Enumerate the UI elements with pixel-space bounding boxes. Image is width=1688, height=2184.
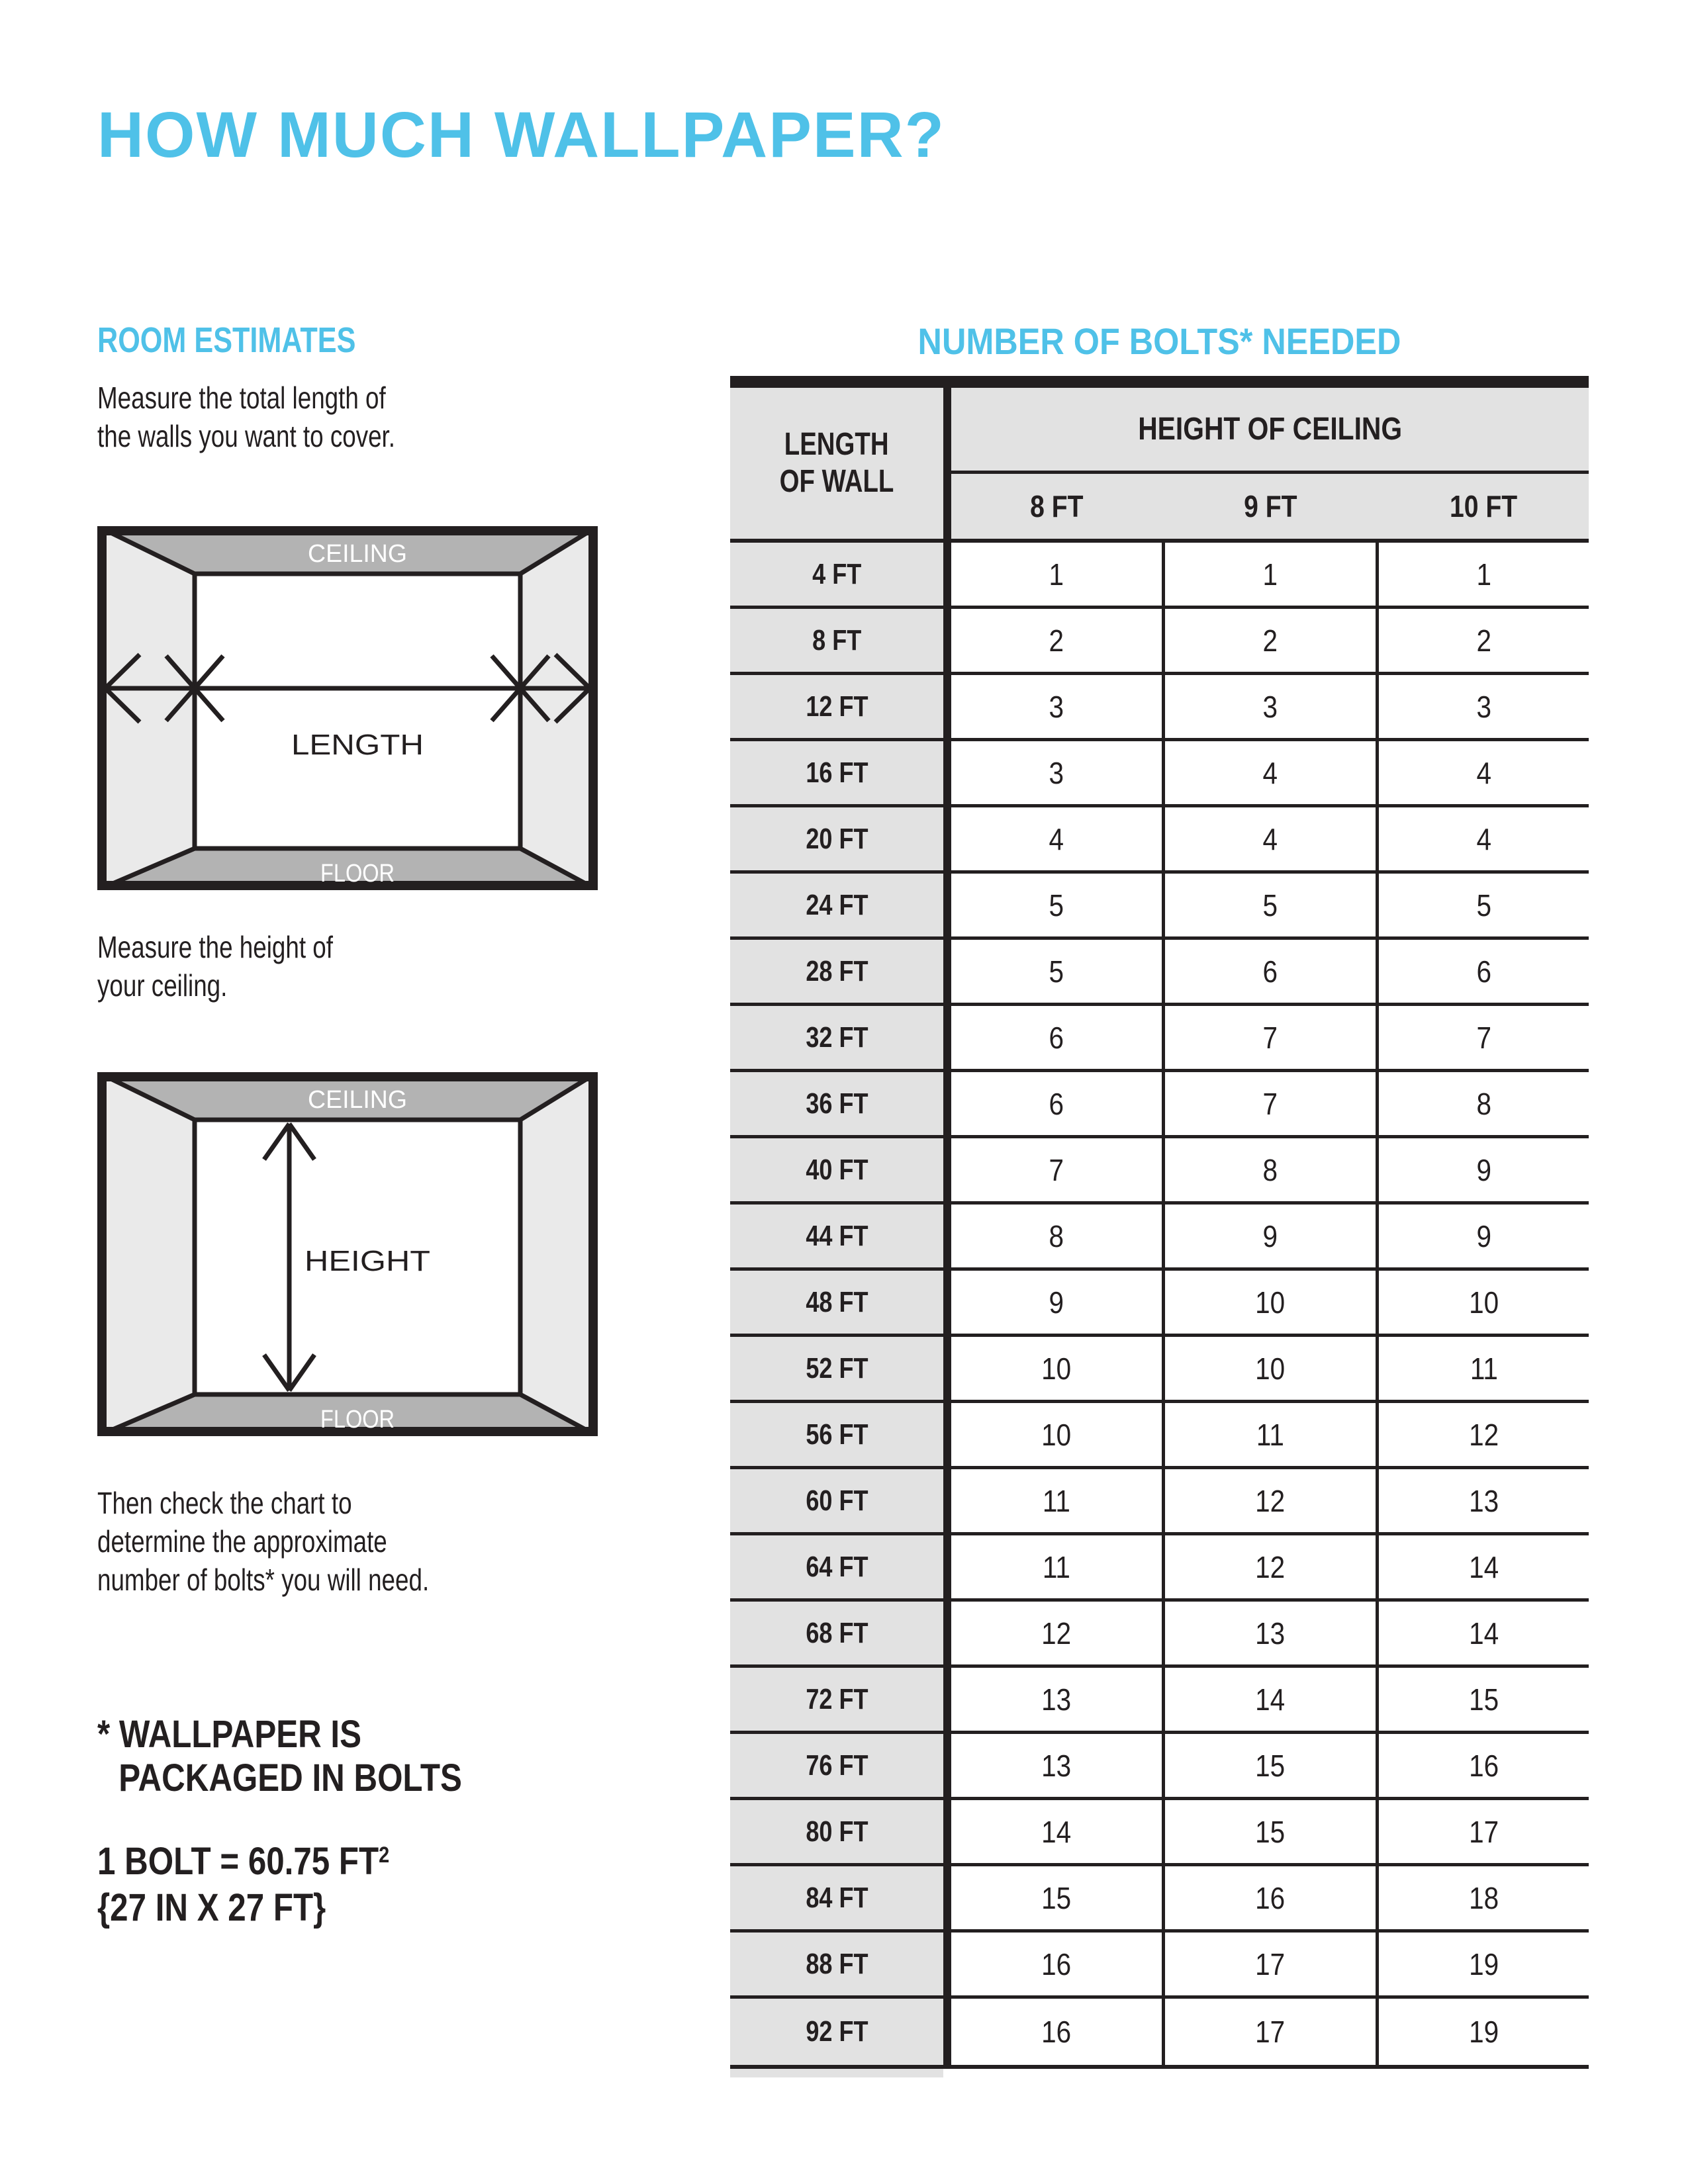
value-cell-9ft-text: 5	[1262, 887, 1278, 923]
table-row	[730, 609, 1589, 675]
row-label-cell-text: 80 FT	[805, 1815, 868, 1848]
value-cell-8ft-text: 7	[1049, 1152, 1064, 1187]
length-label: LENGTH	[291, 729, 424, 761]
row-divider	[943, 1205, 951, 1267]
row-label-cell	[730, 1602, 943, 1664]
value-cell-8ft-text: 13	[1041, 1682, 1072, 1717]
row-label-cell	[730, 1999, 943, 2065]
value-cell-10ft	[1379, 1602, 1589, 1664]
row-divider	[943, 940, 951, 1003]
value-cell-8ft	[951, 1933, 1162, 1995]
value-cell-8ft	[951, 1072, 1162, 1135]
value-cell-9ft-text: 12	[1255, 1549, 1286, 1584]
row-divider	[943, 1933, 951, 1995]
row-divider	[943, 1535, 951, 1598]
value-cell-8ft-text: 15	[1041, 1880, 1072, 1915]
value-cell-10ft-text: 5	[1476, 887, 1491, 923]
value-cell-10ft-text: 6	[1476, 954, 1491, 989]
table-row	[730, 1668, 1589, 1734]
wallpaper-footnote	[97, 1713, 462, 1800]
row-label-cell-text: 12 FT	[805, 690, 868, 723]
value-cell-9ft	[1165, 741, 1376, 804]
table-row	[730, 1933, 1589, 1999]
row-divider	[943, 609, 951, 672]
value-cell-9ft-text: 15	[1255, 1748, 1286, 1783]
value-cell-9ft-text: 4	[1262, 755, 1278, 790]
bolt-equation	[97, 1832, 389, 1885]
value-cell-9ft-text: 11	[1256, 1417, 1285, 1452]
table-top-border	[730, 376, 1589, 388]
column-header-text: 9 FT	[1243, 489, 1297, 523]
table-row	[730, 1403, 1589, 1469]
row-label-cell-text: 64 FT	[805, 1550, 868, 1583]
value-cell-9ft-text: 10	[1255, 1285, 1286, 1320]
row-divider	[943, 1866, 951, 1929]
row-group-header-line: OF WALL	[779, 464, 894, 499]
value-cell-9ft-text: 2	[1262, 623, 1278, 658]
value-cell-10ft-text: 2	[1476, 623, 1491, 658]
value-cell-10ft-text: 10	[1468, 1285, 1499, 1320]
value-cell-10ft	[1379, 1138, 1589, 1201]
value-cell-10ft	[1379, 675, 1589, 738]
table-header	[730, 388, 1589, 543]
row-group-header-line: LENGTH	[784, 427, 889, 462]
instruction-step-2	[97, 928, 333, 1005]
value-cell-8ft-text: 4	[1049, 821, 1064, 856]
row-label-cell-text: 60 FT	[805, 1484, 868, 1517]
instruction-line: number of bolts* you will need.	[97, 1563, 430, 1597]
value-cell-8ft	[951, 1602, 1162, 1664]
value-cell-8ft	[951, 1999, 1162, 2065]
value-cell-8ft-text: 3	[1049, 689, 1064, 724]
value-cell-9ft	[1165, 1403, 1376, 1466]
column-header-9ft	[1165, 488, 1376, 524]
value-cell-9ft-text: 6	[1262, 954, 1278, 989]
value-cell-10ft-text: 19	[1468, 2015, 1499, 2049]
floor-label: FLOOR	[320, 860, 395, 887]
value-cell-10ft-text: 9	[1476, 1218, 1491, 1253]
right-wall-shape	[520, 1072, 598, 1436]
value-cell-10ft	[1379, 1271, 1589, 1334]
value-cell-9ft-text: 3	[1262, 689, 1278, 724]
row-label-cell	[730, 1403, 943, 1466]
page-title: HOW MUCH WALLPAPER?	[97, 99, 945, 171]
value-cell-9ft	[1165, 1800, 1376, 1863]
instruction-line: the walls you want to cover.	[97, 419, 396, 453]
value-cell-9ft-text: 1	[1262, 557, 1278, 592]
value-cell-10ft-text: 4	[1476, 755, 1491, 790]
instruction-line: Then check the chart to	[97, 1486, 352, 1520]
row-divider	[943, 675, 951, 738]
value-cell-10ft-text: 13	[1468, 1483, 1499, 1518]
table-row	[730, 874, 1589, 940]
value-cell-8ft	[951, 1469, 1162, 1532]
row-label-cell	[730, 1933, 943, 1995]
row-label-cell	[730, 807, 943, 870]
value-cell-10ft-text: 17	[1468, 1814, 1499, 1849]
bolts-needed-heading	[730, 320, 1589, 363]
instruction-line: determine the approximate	[97, 1524, 387, 1559]
row-divider	[943, 1403, 951, 1466]
bolts-table	[730, 376, 1589, 2077]
value-cell-8ft-text: 6	[1049, 1020, 1064, 1055]
row-label-cell-text: 72 FT	[805, 1682, 868, 1715]
room-estimates-heading: ROOM ESTIMATES	[97, 320, 356, 360]
table-row	[730, 1800, 1589, 1866]
value-cell-8ft-text: 3	[1049, 755, 1064, 790]
row-divider	[943, 1999, 951, 2065]
table-row	[730, 1006, 1589, 1072]
column-header-8ft	[951, 488, 1162, 524]
value-cell-10ft-text: 18	[1468, 1880, 1499, 1915]
value-cell-8ft-text: 2	[1049, 623, 1064, 658]
ceiling-label: CEILING	[308, 540, 407, 568]
row-divider	[943, 741, 951, 804]
value-cell-10ft-text: 4	[1476, 821, 1491, 856]
column-group-header-text: HEIGHT OF CEILING	[1138, 412, 1402, 447]
row-label-cell-text: 24 FT	[805, 888, 868, 921]
value-cell-9ft	[1165, 807, 1376, 870]
value-cell-9ft-text: 12	[1255, 1483, 1286, 1518]
row-divider	[943, 1006, 951, 1069]
row-divider	[943, 874, 951, 936]
column-header-text: 8 FT	[1029, 489, 1084, 523]
value-cell-8ft-text: 5	[1049, 954, 1064, 989]
value-cell-10ft	[1379, 1006, 1589, 1069]
instruction-step-1	[97, 379, 395, 455]
row-label-cell	[730, 940, 943, 1003]
value-cell-10ft	[1379, 1403, 1589, 1466]
value-cell-9ft-text: 7	[1262, 1086, 1278, 1121]
value-cell-8ft-text: 10	[1041, 1417, 1072, 1452]
value-cell-9ft	[1165, 609, 1376, 672]
bolt-equation-superscript: 2	[379, 1843, 390, 1868]
value-cell-8ft-text: 6	[1049, 1086, 1064, 1121]
bolt-dimensions: {27 IN X 27 FT}	[97, 1886, 326, 1929]
room-length-diagram	[97, 526, 598, 890]
row-label-cell-text: 20 FT	[805, 822, 868, 855]
row-label-cell-text: 84 FT	[805, 1881, 868, 1914]
row-label-cell-text: 52 FT	[805, 1351, 868, 1385]
value-cell-10ft-text: 7	[1476, 1020, 1491, 1055]
row-divider	[943, 1138, 951, 1201]
value-cell-10ft-text: 8	[1476, 1086, 1491, 1121]
row-label-cell	[730, 1469, 943, 1532]
table-row	[730, 1734, 1589, 1800]
value-cell-9ft-text: 4	[1262, 821, 1278, 856]
value-cell-9ft	[1165, 1933, 1376, 1995]
value-cell-9ft	[1165, 543, 1376, 606]
row-label-cell-text: 76 FT	[805, 1749, 868, 1782]
value-cell-9ft	[1165, 1205, 1376, 1267]
value-cell-9ft	[1165, 1602, 1376, 1664]
value-cell-8ft-text: 12	[1041, 1615, 1072, 1651]
table-row	[730, 1271, 1589, 1337]
value-cell-8ft-text: 8	[1049, 1218, 1064, 1253]
row-label-cell	[730, 1535, 943, 1598]
back-wall-shape	[195, 574, 520, 848]
row-label-cell-text: 16 FT	[805, 756, 868, 789]
value-cell-8ft	[951, 609, 1162, 672]
value-cell-10ft	[1379, 1535, 1589, 1598]
value-cell-10ft	[1379, 940, 1589, 1003]
row-label-cell-text: 32 FT	[805, 1021, 868, 1054]
value-cell-10ft-text: 15	[1468, 1682, 1499, 1717]
row-divider	[943, 1602, 951, 1664]
value-cell-9ft	[1165, 1072, 1376, 1135]
value-cell-10ft	[1379, 609, 1589, 672]
row-divider	[943, 1734, 951, 1797]
value-cell-10ft-text: 1	[1476, 557, 1491, 592]
column-header-area	[951, 388, 1589, 539]
value-cell-10ft-text: 12	[1468, 1417, 1499, 1452]
value-cell-9ft-text: 17	[1255, 2015, 1286, 2049]
value-cell-8ft-text: 14	[1041, 1814, 1072, 1849]
row-label-cell-text: 28 FT	[805, 954, 868, 987]
table-body	[730, 543, 1589, 2065]
row-group-header	[730, 388, 943, 539]
room-height-diagram	[97, 1072, 598, 1436]
value-cell-10ft-text: 14	[1468, 1615, 1499, 1651]
value-cell-10ft-text: 16	[1468, 1748, 1499, 1783]
value-cell-9ft	[1165, 1668, 1376, 1731]
row-label-cell-text: 4 FT	[812, 557, 862, 590]
value-cell-10ft	[1379, 1668, 1589, 1731]
table-row	[730, 1602, 1589, 1668]
value-cell-9ft-text: 10	[1255, 1351, 1286, 1386]
floor-label: FLOOR	[320, 1406, 395, 1433]
value-cell-10ft	[1379, 874, 1589, 936]
row-divider	[943, 543, 951, 606]
table-row	[730, 940, 1589, 1006]
column-header-10ft	[1379, 488, 1589, 524]
row-label-cell-text: 68 FT	[805, 1616, 868, 1649]
instruction-line: Measure the total length of	[97, 381, 386, 415]
row-divider	[943, 1072, 951, 1135]
value-cell-9ft-text: 15	[1255, 1814, 1286, 1849]
value-cell-8ft	[951, 874, 1162, 936]
value-cell-10ft	[1379, 1866, 1589, 1929]
value-cell-9ft	[1165, 1535, 1376, 1598]
table-row	[730, 543, 1589, 609]
value-cell-10ft	[1379, 1205, 1589, 1267]
table-row	[730, 675, 1589, 741]
row-label-cell-text: 44 FT	[805, 1219, 868, 1252]
value-cell-8ft-text: 11	[1042, 1549, 1071, 1584]
value-cell-8ft	[951, 1138, 1162, 1201]
value-cell-8ft	[951, 1866, 1162, 1929]
value-cell-9ft	[1165, 1866, 1376, 1929]
value-cell-8ft-text: 9	[1049, 1285, 1064, 1320]
value-cell-10ft-text: 9	[1476, 1152, 1491, 1187]
table-row	[730, 807, 1589, 874]
instruction-line: Measure the height of	[97, 930, 333, 964]
table-row	[730, 1866, 1589, 1933]
value-cell-8ft-text: 10	[1041, 1351, 1072, 1386]
left-wall-shape	[97, 1072, 195, 1436]
value-cell-9ft-text: 17	[1255, 1946, 1286, 1981]
row-label-cell-text: 56 FT	[805, 1418, 868, 1451]
row-label-cell	[730, 675, 943, 738]
instruction-line: your ceiling.	[97, 968, 228, 1003]
value-cell-9ft	[1165, 1337, 1376, 1400]
value-cell-8ft	[951, 1800, 1162, 1863]
value-cell-8ft	[951, 807, 1162, 870]
row-label-cell	[730, 1271, 943, 1334]
value-cell-8ft-text: 1	[1049, 557, 1064, 592]
height-label: HEIGHT	[305, 1245, 430, 1277]
value-cell-9ft-text: 9	[1262, 1218, 1278, 1253]
bolts-needed-heading-text: NUMBER OF BOLTS* NEEDED	[917, 320, 1401, 362]
column-header-text: 10 FT	[1450, 489, 1518, 523]
row-divider	[943, 1469, 951, 1532]
row-divider	[943, 1337, 951, 1400]
row-label-cell	[730, 1866, 943, 1929]
row-divider	[943, 1668, 951, 1731]
value-cell-8ft	[951, 1734, 1162, 1797]
value-cell-10ft-text: 19	[1468, 1946, 1499, 1981]
value-cell-8ft	[951, 1006, 1162, 1069]
row-label-cell-text: 40 FT	[805, 1153, 868, 1186]
row-label-cell-text: 48 FT	[805, 1285, 868, 1318]
table-row	[730, 741, 1589, 807]
row-label-cell-text: 92 FT	[805, 2015, 868, 2048]
value-cell-8ft-text: 5	[1049, 887, 1064, 923]
value-cell-8ft-text: 16	[1041, 2015, 1072, 2049]
gray-column-tail	[730, 2069, 943, 2077]
bolt-equation-text: 1 BOLT = 60.75 FT	[97, 1840, 379, 1883]
value-cell-9ft-text: 16	[1255, 1880, 1286, 1915]
instruction-step-3	[97, 1484, 429, 1599]
value-cell-9ft	[1165, 1006, 1376, 1069]
value-cell-9ft-text: 7	[1262, 1020, 1278, 1055]
value-cell-9ft-text: 14	[1255, 1682, 1286, 1717]
value-cell-9ft	[1165, 940, 1376, 1003]
value-cell-8ft	[951, 1668, 1162, 1731]
table-row	[730, 1535, 1589, 1602]
value-cell-8ft	[951, 1403, 1162, 1466]
row-label-cell	[730, 874, 943, 936]
column-group-header	[951, 388, 1589, 474]
row-label-cell	[730, 1800, 943, 1863]
table-row	[730, 1337, 1589, 1403]
value-cell-8ft	[951, 741, 1162, 804]
value-cell-8ft	[951, 1535, 1162, 1598]
row-label-cell	[730, 1337, 943, 1400]
value-cell-10ft-text: 11	[1470, 1351, 1498, 1386]
value-cell-10ft	[1379, 543, 1589, 606]
row-label-cell	[730, 1668, 943, 1731]
right-wall-shape	[520, 526, 598, 890]
value-cell-9ft	[1165, 1469, 1376, 1532]
value-cell-9ft	[1165, 874, 1376, 936]
value-cell-10ft-text: 3	[1476, 689, 1491, 724]
value-cell-8ft-text: 11	[1042, 1483, 1071, 1518]
value-cell-10ft	[1379, 807, 1589, 870]
table-row	[730, 1999, 1589, 2065]
footnote-line: * WALLPAPER IS	[97, 1713, 362, 1756]
header-divider	[943, 388, 951, 539]
column-subheaders	[951, 474, 1589, 539]
row-label-cell-text: 8 FT	[812, 623, 862, 657]
value-cell-9ft	[1165, 1999, 1376, 2065]
value-cell-9ft-text: 13	[1255, 1615, 1286, 1651]
value-cell-10ft	[1379, 1469, 1589, 1532]
value-cell-8ft-text: 16	[1041, 1946, 1072, 1981]
value-cell-10ft	[1379, 741, 1589, 804]
row-divider	[943, 807, 951, 870]
footnote-line: PACKAGED IN BOLTS	[118, 1756, 462, 1799]
value-cell-9ft	[1165, 1138, 1376, 1201]
row-label-cell	[730, 1072, 943, 1135]
room-height-diagram-svg	[97, 1072, 598, 1436]
table-row	[730, 1072, 1589, 1138]
value-cell-8ft	[951, 1205, 1162, 1267]
value-cell-10ft	[1379, 1800, 1589, 1863]
table-row	[730, 1469, 1589, 1535]
value-cell-10ft	[1379, 1999, 1589, 2065]
value-cell-8ft	[951, 675, 1162, 738]
value-cell-8ft	[951, 940, 1162, 1003]
row-label-cell	[730, 1734, 943, 1797]
row-divider	[943, 1800, 951, 1863]
value-cell-8ft	[951, 1271, 1162, 1334]
bolt-info	[97, 1832, 389, 1931]
value-cell-10ft	[1379, 1734, 1589, 1797]
row-divider	[943, 1271, 951, 1334]
row-label-cell	[730, 1138, 943, 1201]
row-label-cell	[730, 609, 943, 672]
row-label-cell	[730, 741, 943, 804]
table-row	[730, 1138, 1589, 1205]
value-cell-8ft-text: 13	[1041, 1748, 1072, 1783]
value-cell-10ft	[1379, 1337, 1589, 1400]
value-cell-9ft	[1165, 675, 1376, 738]
value-cell-9ft-text: 8	[1262, 1152, 1278, 1187]
value-cell-10ft	[1379, 1933, 1589, 1995]
value-cell-9ft	[1165, 1734, 1376, 1797]
room-length-diagram-svg	[97, 526, 598, 890]
row-label-cell	[730, 1205, 943, 1267]
value-cell-10ft	[1379, 1072, 1589, 1135]
value-cell-10ft-text: 14	[1468, 1549, 1499, 1584]
value-cell-9ft	[1165, 1271, 1376, 1334]
row-label-cell-text: 36 FT	[805, 1087, 868, 1120]
value-cell-8ft	[951, 543, 1162, 606]
ceiling-label: CEILING	[308, 1086, 407, 1114]
row-label-cell-text: 88 FT	[805, 1947, 868, 1980]
row-label-cell	[730, 543, 943, 606]
table-row	[730, 1205, 1589, 1271]
value-cell-8ft	[951, 1337, 1162, 1400]
row-label-cell	[730, 1006, 943, 1069]
